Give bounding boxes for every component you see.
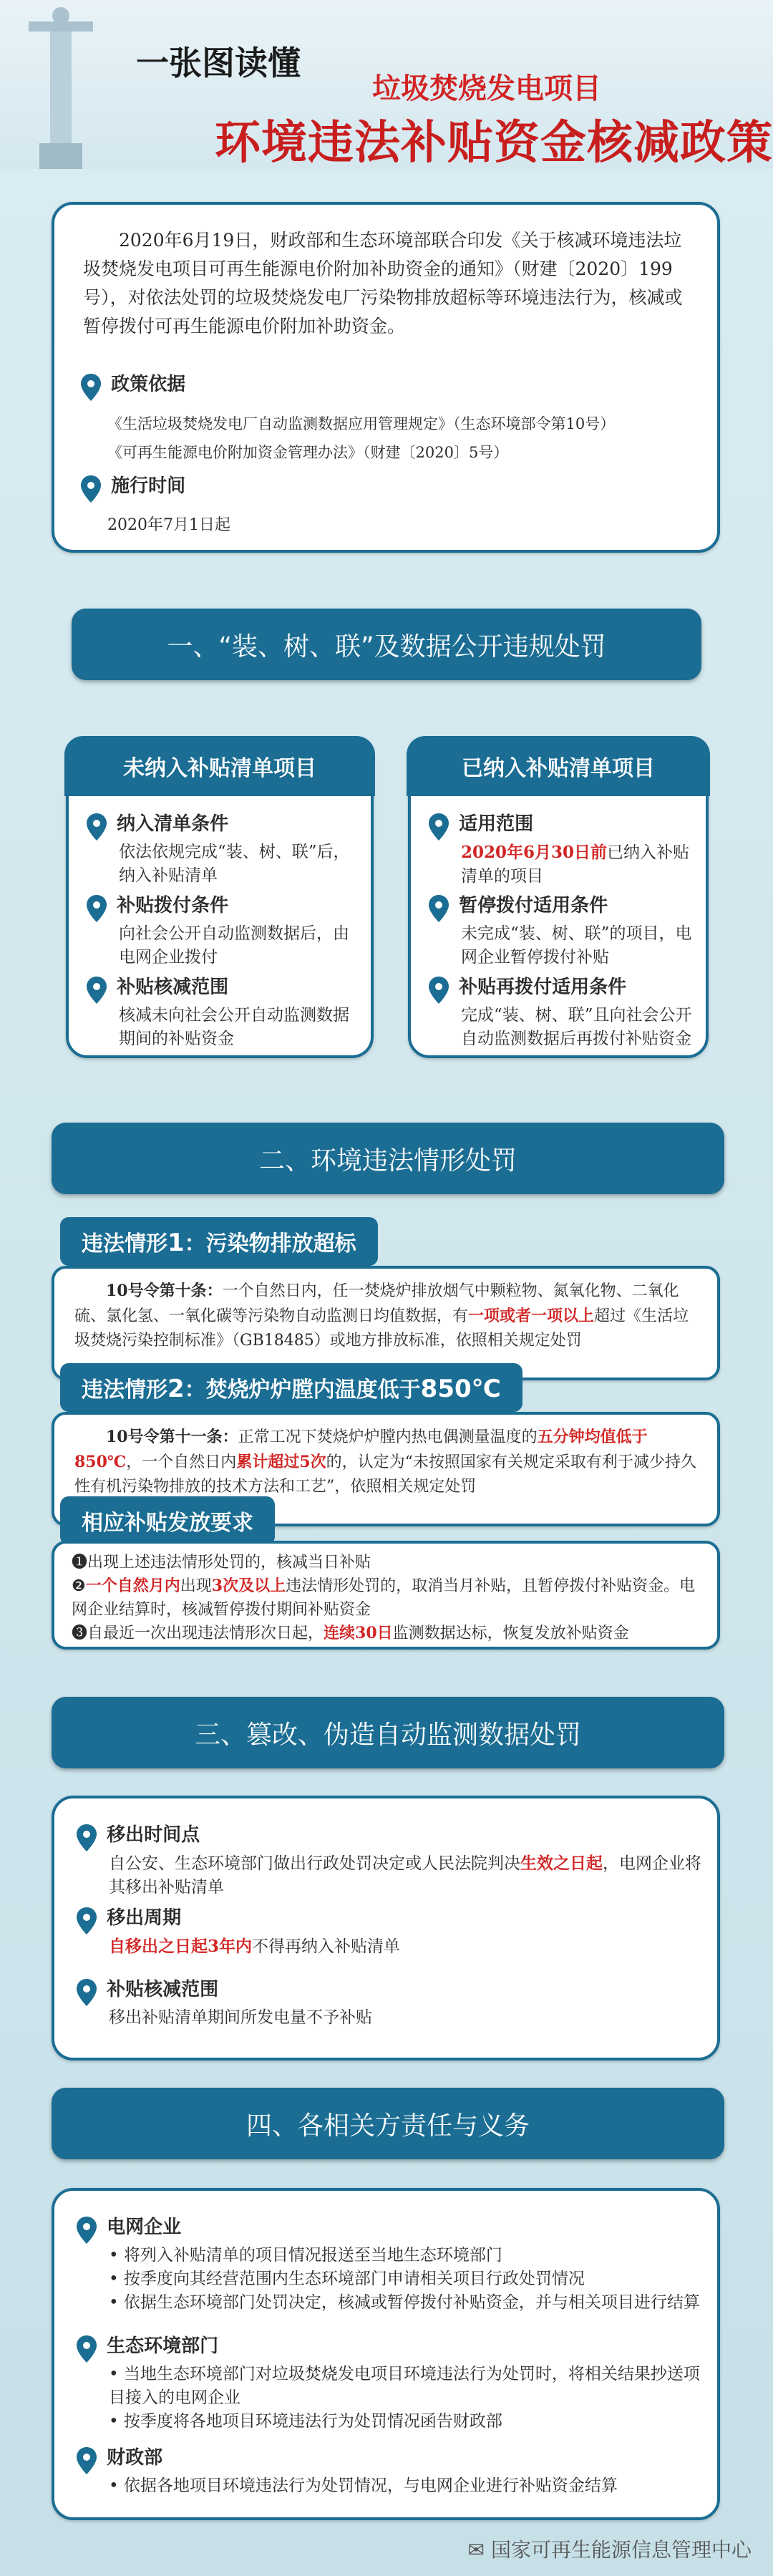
fin-duty-1: • 依据各地项目环境违法行为处罚情况，与电网企业进行补贴资金结算	[109, 2476, 618, 2495]
grid-duty-3: • 依据生态环境部门处罚决定，核减或暂停拨付补贴资金，并与相关项目进行结算	[109, 2293, 700, 2313]
location-pin-icon	[80, 374, 102, 401]
location-pin-icon	[76, 2335, 97, 2363]
location-pin-icon	[76, 1907, 97, 1935]
right-item-3	[428, 972, 694, 1051]
header-red-title: 垃圾焚烧发电项目	[372, 72, 601, 105]
right-item-1-desc: 已纳入补贴清单的项目	[461, 843, 690, 886]
env-duty-2: • 按季度将各地项目环境违法行为处罚情况函告财政部	[109, 2412, 502, 2431]
basis-title: 政策依据	[111, 374, 186, 395]
env-block	[76, 2331, 706, 2434]
s3-item-2-title: 移出周期	[107, 1907, 182, 1929]
section1-right-head: 已纳入补贴清单项目	[407, 736, 710, 796]
s3-item-3	[76, 1975, 706, 2030]
violation-2-tag	[60, 1363, 522, 1412]
env-duty-1: • 当地生态环境部门对垃圾焚烧发电项目环境违法行为处罚时，将相关结果抄送项目接入的电网企业	[109, 2364, 700, 2407]
footer-text: 国家可再生能源信息管理中心	[490, 2538, 752, 2562]
section1-left-card	[66, 737, 374, 1058]
header-banner	[0, 0, 773, 169]
env-title: 生态环境部门	[107, 2335, 219, 2357]
left-item-1-title: 纳入清单条件	[117, 813, 229, 835]
violation-2-tag-a: 违法情形	[82, 1377, 167, 1403]
location-pin-icon	[428, 813, 449, 841]
req-3-red: 连续30日	[324, 1624, 393, 1642]
wechat-icon: ✉	[467, 2538, 491, 2562]
subsidy-req-list	[72, 1551, 703, 1645]
grid-duty-2: • 按季度向其经营范围内生态环境部门申请相关项目行政处罚情况	[109, 2269, 585, 2288]
section2-title: 二、环境违法情形处罚	[52, 1123, 724, 1194]
violation-2-red-2: 累计超过5次	[236, 1453, 326, 1472]
location-pin-icon	[428, 977, 449, 1004]
location-pin-icon	[86, 977, 107, 1004]
req-2	[72, 1574, 703, 1622]
s3-item-2-b: 不得再纳入补贴清单	[252, 1937, 401, 1956]
left-item-3	[86, 972, 359, 1051]
violation-1-tag-b: ：污染物排放超标	[184, 1231, 356, 1256]
violation-1-clause: 10号令第十条：	[106, 1282, 223, 1300]
subsidy-req-card	[52, 1541, 720, 1650]
section1-left-head: 未纳入补贴清单项目	[64, 736, 375, 796]
left-item-2-text: 向社会公开自动监测数据后，由电网企业拨付	[119, 924, 349, 967]
num-2-icon: ❷	[72, 1577, 86, 1595]
grid-block	[76, 2212, 706, 2315]
right-item-2-text: 未完成“装、树、联”的项目，电网企业暂停拨付补贴	[461, 924, 692, 967]
grid-duty-1: • 将列入补贴清单的项目情况报送至当地生态环境部门	[109, 2245, 502, 2265]
violation-2-tag-temp: 850℃	[420, 1375, 501, 1403]
header-main-title: 环境违法补贴资金核减政策	[215, 117, 773, 170]
location-pin-icon	[86, 813, 107, 841]
violation-1-tail: 超过《生活垃圾焚烧污染控制标准》（GB18485）或地方排放标准，依照相关规定处罚	[74, 1307, 689, 1350]
req-2-red-2: 3次及以上	[211, 1577, 286, 1595]
right-item-1-text	[428, 841, 694, 889]
right-item-2-title: 暂停拨付适用条件	[459, 895, 608, 916]
violation-1-tag	[60, 1217, 378, 1266]
footer-source	[468, 2534, 752, 2563]
violation-2-mid: ，一个自然日内	[126, 1453, 237, 1472]
right-item-2	[428, 891, 694, 969]
violation-2-tag-num: 2	[167, 1375, 185, 1403]
right-item-1-date: 2020年6月30日前	[461, 842, 608, 862]
section4-card	[52, 2188, 720, 2520]
s3-item-3-title: 补贴核减范围	[107, 1979, 219, 2000]
location-pin-icon	[80, 475, 102, 503]
req-1	[72, 1551, 703, 1574]
violation-1-red: 一项或者一项以上	[468, 1307, 595, 1326]
s3-item-3-text: 移出补贴清单期间所发电量不予补贴	[109, 2008, 372, 2027]
section1-right-card	[408, 737, 709, 1058]
req-3-b: 监测数据达标，恢复发放补贴资金	[392, 1624, 629, 1642]
s3-item-2	[76, 1903, 706, 1959]
location-pin-icon	[76, 2447, 97, 2474]
right-item-3-text: 完成“装、树、联”且向社会公开自动监测数据后再拨付补贴资金	[461, 1005, 692, 1048]
location-pin-icon	[76, 1979, 97, 2006]
right-item-1-title: 适用范围	[459, 813, 534, 835]
req-2-a: 出现	[180, 1577, 212, 1595]
s3-item-1-red: 生效之日起	[520, 1853, 603, 1873]
basis-item-1: 《生活垃圾焚烧发电厂自动监测数据应用管理规定》（生态环境部令第10号）	[107, 415, 616, 432]
right-item-1	[428, 809, 694, 888]
violation-2-tag-b: ：焚烧炉炉膛内温度低于	[184, 1377, 421, 1403]
left-item-2-title: 补贴拨付条件	[117, 895, 229, 916]
basis-item-2: 《可再生能源电价附加资金管理办法》（财建〔2020〕5号）	[107, 444, 509, 461]
location-pin-icon	[76, 2217, 97, 2244]
s3-item-2-text	[76, 1935, 706, 1959]
num-1-icon: ❶	[72, 1554, 88, 1572]
section3-card	[52, 1796, 720, 2061]
violation-2-red-1: 五分钟均值低于850℃	[74, 1428, 648, 1472]
fin-title: 财政部	[107, 2447, 163, 2469]
req-2-red: 一个自然月内	[85, 1577, 180, 1595]
left-item-3-text: 核减未向社会公开自动监测数据期间的补贴资金	[119, 1005, 349, 1048]
fin-block	[76, 2443, 706, 2498]
req-3-a: 自最近一次出现违法情形次日起，	[87, 1624, 324, 1642]
right-item-3-title: 补贴再拨付适用条件	[459, 977, 627, 998]
basis-heading	[80, 369, 185, 401]
location-pin-icon	[428, 895, 449, 922]
grid-title: 电网企业	[107, 2217, 182, 2238]
subsidy-req-tag: 相应补贴发放要求	[60, 1496, 275, 1545]
time-heading	[80, 471, 185, 503]
violation-1-tag-a: 违法情形	[82, 1231, 167, 1256]
violation-2-clause: 10号令第十一条：	[106, 1428, 238, 1446]
pillar-illustration	[21, 0, 100, 169]
left-item-3-title: 补贴核减范围	[117, 977, 229, 998]
left-item-1	[86, 809, 359, 888]
s3-item-1-b: ，电网企业将其移出补贴清单	[109, 1854, 701, 1897]
header-small-title: 一张图读懂	[136, 44, 301, 82]
violation-2-body: 正常工况下焚烧炉炉膛内热电偶测量温度的	[238, 1428, 538, 1446]
intro-card	[52, 202, 720, 553]
time-value: 2020年7月1日起	[107, 516, 230, 534]
intro-paragraph: 2020年6月19日，财政部和生态环境部联合印发《关于核减环境违法垃圾焚烧发电项目可再生能源电价附加补助资金的通知》（财建〔2020〕199号），对依法处罚的垃圾焚烧发电厂污染物排放超标等环境违法行为，核减或暂停拨付可再生能源电价附加补助资金。	[83, 230, 683, 336]
req-1-text: 出现上述违法情形处罚的，核减当日补贴	[87, 1554, 371, 1572]
location-pin-icon	[86, 895, 107, 922]
violation-2-tail: 的，认定为“未按照国家有关规定采取有利于减少持久性有机污染物排放的技术方法和工艺”，依照相关规定处罚	[74, 1453, 696, 1496]
violation-1-tag-num: 1	[167, 1229, 185, 1257]
s3-item-1-title: 移出时间点	[107, 1824, 200, 1846]
s3-item-1	[76, 1820, 706, 1899]
violation-2-text	[74, 1425, 700, 1499]
violation-1-text	[74, 1279, 700, 1353]
left-item-2	[86, 891, 359, 969]
section1-title: 一、“装、树、联”及数据公开违规处罚	[72, 609, 701, 680]
left-item-1-text: 依法依规完成“装、树、联”后，纳入补贴清单	[119, 842, 350, 885]
time-title: 施行时间	[111, 475, 186, 497]
s3-item-1-text	[76, 1851, 706, 1900]
location-pin-icon	[76, 1824, 97, 1851]
req-3	[72, 1622, 703, 1645]
section3-title: 三、篡改、伪造自动监测数据处罚	[52, 1697, 724, 1768]
num-3-icon: ❸	[72, 1624, 88, 1642]
s3-item-1-a: 自公安、生态环境部门做出行政处罚决定或人民法院判决	[109, 1854, 520, 1873]
violation-1-body: 一个自然日内，任一焚烧炉排放烟气中颗粒物、氮氧化物、二氧化硫、氯化氢、一氧化碳等污染物自动监测日均值数据，有	[74, 1282, 679, 1326]
s3-item-2-red: 自移出之日起3年内	[109, 1936, 253, 1956]
section4-title: 四、各相关方责任与义务	[52, 2088, 724, 2159]
req-2-b: 违法情形处罚的，取消当月补贴，且暂停拨付补贴资金。电网企业结算时，核减暂停拨付期间补贴资金	[72, 1577, 696, 1619]
